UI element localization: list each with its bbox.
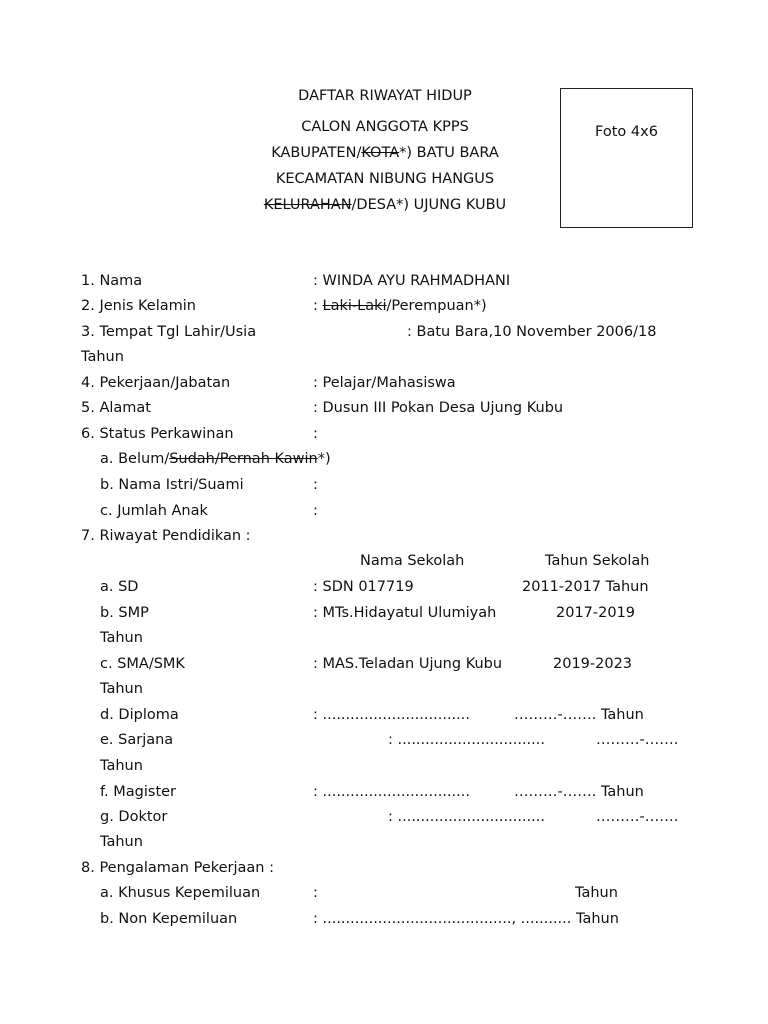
- photo-placeholder-box: [560, 88, 693, 228]
- label-jumlah-anak: c. Jumlah Anak: [100, 503, 208, 519]
- value-sarjana-school: : ................................: [388, 732, 545, 748]
- value-smp-year-cont: Tahun: [100, 630, 143, 646]
- header-line-desa: KELURAHAN/DESA*) UJUNG KUBU: [263, 197, 507, 213]
- value-jenis-kelamin: : Laki-Laki/Perempuan*): [313, 298, 487, 314]
- colon-status-perkawinan: :: [313, 426, 318, 442]
- label-jenis-kelamin: 2. Jenis Kelamin: [81, 298, 196, 314]
- value-smp-year: 2017-2019: [556, 605, 636, 621]
- value-doktor-year-cont: Tahun: [100, 834, 143, 850]
- document-title: DAFTAR RIWAYAT HIDUP: [298, 88, 472, 104]
- value-magister-year: ………-……. Tahun: [514, 784, 644, 800]
- column-header-tahun-sekolah: Tahun Sekolah: [545, 553, 650, 569]
- value-non-kepemiluan: : ........................................., ........... Tahun: [313, 911, 619, 927]
- label-pengalaman-pekerjaan: 8. Pengalaman Pekerjaan :: [81, 860, 274, 876]
- label-sd: a. SD: [100, 579, 139, 595]
- value-tempat-tgl-lahir: : Batu Bara,10 November 2006/18: [407, 324, 657, 340]
- label-smp: b. SMP: [100, 605, 149, 621]
- label-khusus-kepemiluan: a. Khusus Kepemiluan: [100, 885, 261, 901]
- header-line-kecamatan: KECAMATAN NIBUNG HANGUS: [275, 171, 495, 187]
- value-sd-year: 2011-2017 Tahun: [522, 579, 649, 595]
- label-status-perkawinan: 6. Status Perkawinan: [81, 426, 234, 442]
- label-pekerjaan: 4. Pekerjaan/Jabatan: [81, 375, 231, 391]
- value-sma-year-cont: Tahun: [100, 681, 143, 697]
- value-nama: : WINDA AYU RAHMADHANI: [313, 273, 511, 289]
- value-diploma-year: ………-……. Tahun: [514, 707, 644, 723]
- label-riwayat-pendidikan: 7. Riwayat Pendidikan :: [81, 528, 251, 544]
- column-header-nama-sekolah: Nama Sekolah: [360, 553, 465, 569]
- value-diploma-school: : ................................: [313, 707, 470, 723]
- header-line-kabupaten: KABUPATEN/KOTA*) BATU BARA: [271, 145, 499, 161]
- value-sarjana-year: ………-…….: [596, 732, 679, 748]
- label-sarjana: e. Sarjana: [100, 732, 174, 748]
- colon-khusus-kepemiluan: :: [313, 885, 318, 901]
- label-nama-istri-suami: b. Nama Istri/Suami: [100, 477, 244, 493]
- label-alamat: 5. Alamat: [81, 400, 151, 416]
- header-line-kpps: CALON ANGGOTA KPPS: [301, 119, 469, 135]
- status-option-belum: a. Belum/Sudah/Pernah Kawin*): [100, 451, 331, 467]
- value-pekerjaan: : Pelajar/Mahasiswa: [313, 375, 456, 391]
- value-sma-school: : MAS.Teladan Ujung Kubu: [313, 656, 503, 672]
- colon-nama-istri-suami: :: [313, 477, 318, 493]
- value-magister-school: : ................................: [313, 784, 470, 800]
- label-doktor: g. Doktor: [100, 809, 168, 825]
- label-tempat-tgl-lahir: 3. Tempat Tgl Lahir/Usia: [81, 324, 257, 340]
- label-nama: 1. Nama: [81, 273, 143, 289]
- value-smp-school: : MTs.Hidayatul Ulumiyah: [313, 605, 497, 621]
- label-sma: c. SMA/SMK: [100, 656, 185, 672]
- label-non-kepemiluan: b. Non Kepemiluan: [100, 911, 238, 927]
- value-doktor-year: ………-…….: [596, 809, 679, 825]
- label-magister: f. Magister: [100, 784, 177, 800]
- value-sarjana-year-cont: Tahun: [100, 758, 143, 774]
- label-diploma: d. Diploma: [100, 707, 179, 723]
- value-alamat: : Dusun III Pokan Desa Ujung Kubu: [313, 400, 564, 416]
- value-sma-year: 2019-2023: [553, 656, 633, 672]
- value-khusus-kepemiluan-year: Tahun: [575, 885, 618, 901]
- value-sd-school: : SDN 017719: [313, 579, 414, 595]
- photo-label: Foto 4x6: [595, 124, 658, 140]
- value-tempat-tgl-lahir-cont: Tahun: [81, 349, 124, 365]
- value-doktor-school: : ................................: [388, 809, 545, 825]
- colon-jumlah-anak: :: [313, 503, 318, 519]
